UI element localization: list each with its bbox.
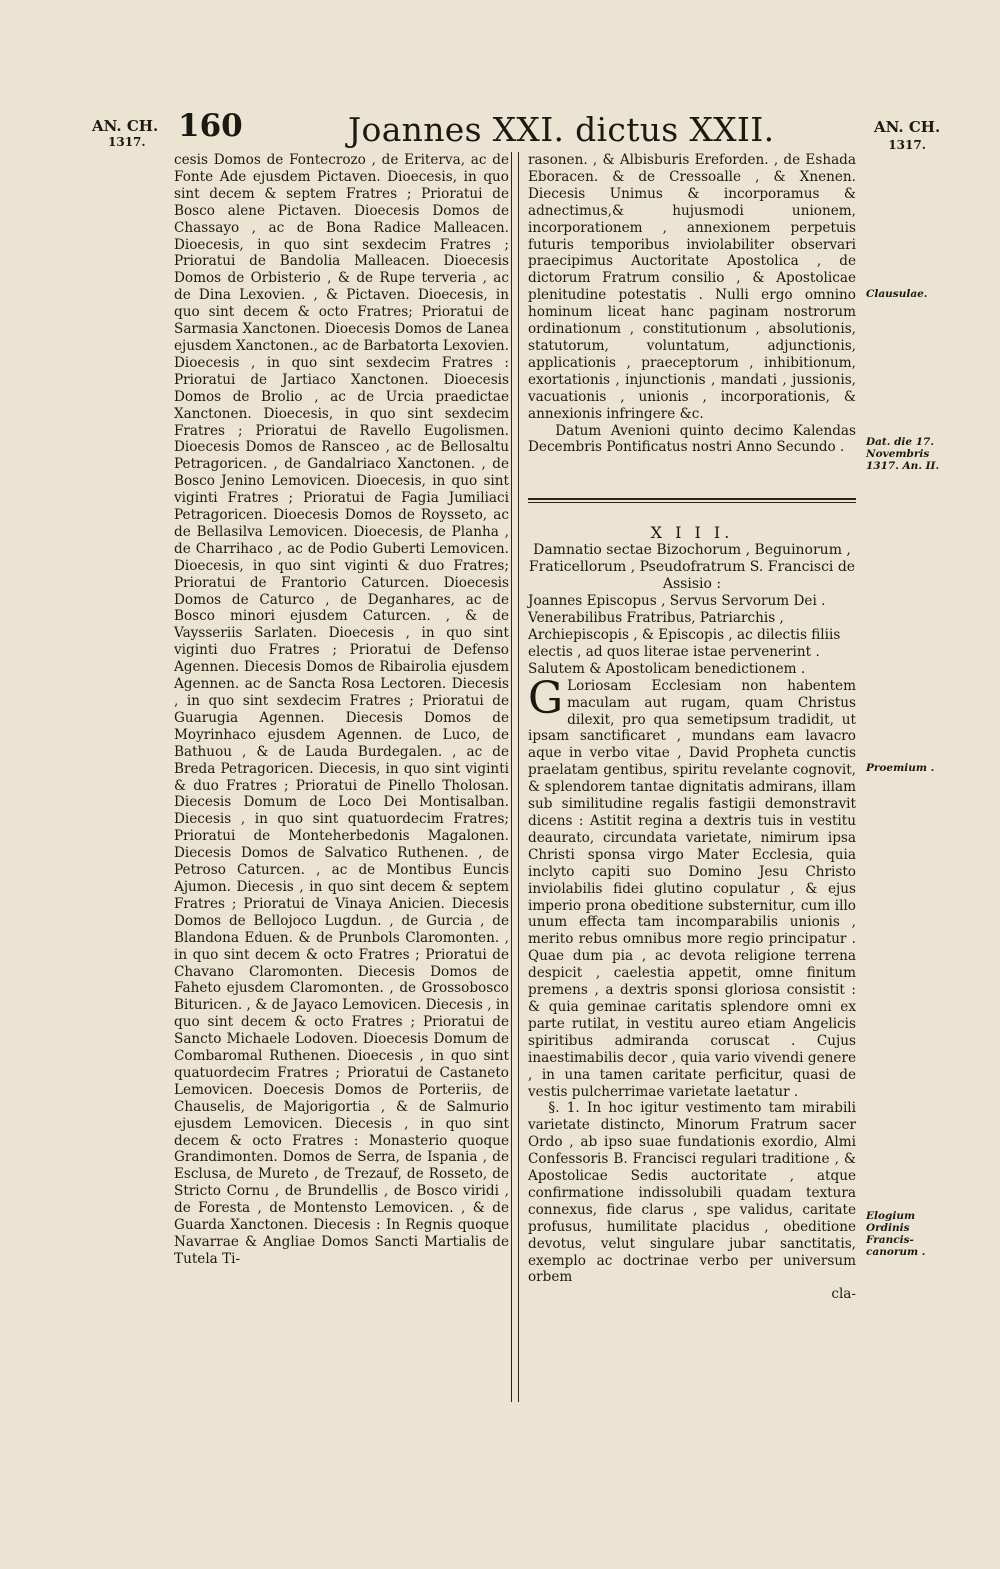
page-number: 160 <box>178 108 243 144</box>
catchword: cla- <box>831 1286 856 1303</box>
bull-closing-text: rasonen. , & Albisburis Ereforden. , de Eshada Eboracen. & de Cressoalle , & Xnenen. Diecesis Unimus & incorporamus & adnectimus,& hujusmodi unionem, incorporationem , annexionem perpetuis futuris temporibus inviolabiliter observari praecipimus Auctoritate Apostolica , de dictorum Fratrum consilio , & Apostolicae plenitudine potestatis . Nulli ergo omnino hominum liceat hanc paginam nostrorum ordinationum , constitutionum , absolutionis, statutorum, voluntatum, adjunctionis, applicationis , praeceptorum , inhibitionum, exortationis , injunctionis , mandati , jussionis, vacuationis , unionis , incorporationis, & annexionis infringere &c. <box>528 152 856 422</box>
margin-note-elogium: Elogium Ordinis Francis-canorum . <box>866 1210 926 1258</box>
header-year-right-value: 1317. <box>888 138 926 152</box>
left-column <box>174 152 509 1268</box>
header-an-left: AN. CH. <box>92 117 159 135</box>
header-year-left-value: 1317. <box>108 135 146 149</box>
running-title: Joannes XXI. dictus XXII. <box>348 110 775 149</box>
margin-note-datum: Dat. die 17. Novembris 1317. An. II. <box>866 436 940 472</box>
column-divider <box>511 152 519 1402</box>
margin-note-clausula: Clausulae. <box>866 288 928 300</box>
proemium-paragraph <box>528 672 856 1101</box>
salutation: Joannes Episcopus , Servus Servorum Dei . Venerabilibus Fratribus, Patriarchis , Archiepiscopis , & Episcopis , ac dilectis filiis electis , ad quos literae istae pervenerint . Salutem & Apostolicam benedictionem . <box>528 593 841 677</box>
section-one-paragraph: §. 1. In hoc igitur vestimento tam mirabili varietate distincto, Minorum Fratrum sacer Ordo , ab ipso suae fundationis exordio, Almi Confessoris B. Francisci regulari traditione , & Apostolicae Sedis auctoritate , atque confirmatione indissolubili quadam textura connexus, fide clarus , spe validus, caritate profusus, humilitate placidus , obeditione devotus, velut singulare jubar sanctitatis, exemplo ac doctrinae verbo per universum orbem <box>528 1100 856 1286</box>
left-column-text: cesis Domos de Fontecrozo , de Eriterva, ac de Fonte Ade ejusdem Pictaven. Dioecesis, in quo sint decem & septem Fratres ; Prioratui de Bosco alene Pictaven. Dioecesis Domos de Chassayo , ac de Bona Radice Malleacen. Dioecesis, in quo sint sexdecim Fratres ; Prioratui de Bandolia Malleacen. Dioecesis Domos de Orbisterio , & de Rupe terveria , ac de Dina Lexovien. , & Pictaven. Dioecesis, in quo sint decem & octo Fratres; Prioratui de Sarmasia Xanctonen. Dioecesis Domos de Lanea ejusdem Xanctonen., ac de Barbatorta Lexovien. Dioecesis , in quo sint sexdecim Fratres : Prioratui de Jartiaco Xanctonen. Dioecesis Domos de Brolio , ac de Urcia praedictae Xanctonen. Dioecesis, in quo sint sexdecim Fratres ; Prioratui de Ravello Eugolismen. Dioecesis Domos de Ransceo , ac de Bellosaltu Petragoricen. , de Gandalriaco Xanctonen. , de Bosco Jenino Lemovicen. Dioecesis, in quo sint viginti Fratres ; Prioratui de Fagia Jumiliaci Petragoricen. Dioecesis Domos de Roysseto, ac de Bellasilva Lemovicen. Dioecesis, de Planha , de Charrihaco , ac de Podio Guberti Lemovicen. Dioecesis, in quo sint viginti & duo Fratres; Prioratui de Frantorio Caturcen. Dioecesis Domos de Caturco , de Deganhares, ac de Bosco minori ejusdem Caturcen. , & de Vaysseriis Sarlaten. Dioecesis , in quo sint viginti duo Fratres ; Prioratui de Defenso Agennen. Diecesis Domos de Ribairolia ejusdem Agennen. ac de Sancta Rosa Lectoren. Diecesis , in quo sint sexdecim Fratres ; Prioratui de Guarugia Agennen. Diecesis Domos de Moyrinhaco ejusdem Agennen. de Luco, de Bathuou , & de Lauda Burdegalen. , ac de Breda Petragoricen. Diecesis, in quo sint viginti & duo Fratres ; Prioratui de Pinello Tholosan. Diecesis Domum de Loco Dei Montisalban. Diecesis , in quo sint quatuordecim Fratres; Prioratui de Monteherbedonis Magalonen. Diecesis Domos de Salvatico Ruthenen. , de Petroso Caturcen. , ac de Montibus Euncis Ajumon. Diecesis , in quo sint decem & septem Fratres ; Prioratui de Vinaya Anicien. Diecesis Domos de Bellojoco Lugdun. , de Gurcia , de Blandona Eduen. & de Prunbols Claromonten. , in quo sint decem & octo Fratres ; Prioratui de Chavano Claromonten. Diecesis Domos de Faheto ejusdem Claromonten. , de Grossobosco Bituricen. , & de Jayaco Lemovicen. Diecesis , in quo sint decem & octo Fratres ; Prioratui de Sancto Michaele Lodoven. Dioecesis Domum de Combaromal Ruthenen. Dioecesis , in quo sint quatuordecim Fratres ; Prioratui de Castaneto Lemovicen. Doecesis Domos de Porteriis, de Chauselis, de Majorigortia , & de Salmurio ejusdem Lemovicen. Diecesis , in quo sint decem & octo Fratres : Monasterio quoque Grandimonten. Domos de Serra, de Ispania , de Esclusa, de Mureto , de Trezauf, de Rosseto, de Stricto Cornu , de Brundellis , de Bosco viridi , de Foresta , de Montensto Lemovicen. , & de Guarda Xanctonen. Diecesis : In Regnis quoque Navarrae & Angliae Domos Sancti Martialis de Tutela Ti- <box>174 152 509 1267</box>
header-an-right: AN. CH. <box>874 118 941 136</box>
datum-line: Datum Avenioni quinto decimo Kalendas Decembris Pontificatus nostri Anno Secundo . <box>528 422 856 456</box>
section-title: Damnatio sectae Bizochorum , Beguinorum , Fraticellorum , Pseudofratrum S. Francisci de Assisio : <box>528 542 856 593</box>
proemium-text: Loriosam Ecclesiam non habentem maculam aut rugam, quam Christus dilexit, pro qua semetipsum tradidit, ut ipsam sanctificaret , mundans eam lavacro aque in verbo vitae , David Propheta cunctis praelatam gentibus, spiritu revelante cognovit, & splendorem tantae dignitatis admirans, illam sub similitudine regalis fastigii demonstravit dicens : Astitit regina a dextris tuis in vestitu deaurato, circundata varietate, nimirum ipsa Christi sponsa virgo Mater Ecclesia, quia inclyto capiti suo Domino Jesu Christo inviolabilis fidei glutino copulatur , & ejus imperio prona obeditione substernitur, cum illo unum effecta tam incomparabilis unionis , merito rebus omnibus more regio principatur . Quae dum pia , ac devota religione terrena despicit , caelestia appetit, omne finitum premens , a dextris sponsi gloriosa consistit : & quia geminae caritatis splendore omni ex parte rutilat, in vestitu aureo etiam Angelicis spiritibus admiranda coruscat . Cujus inaestimabilis decor , quia vario vivendi genere , in una tamen caritate perficitur, quasi de vestis pulcherrimae varietate laetatur . <box>528 677 856 1100</box>
header-year-right <box>874 118 940 154</box>
drop-cap: G <box>528 672 564 724</box>
section-rule <box>528 498 856 503</box>
margin-note-proemium: Proemium . <box>866 762 935 774</box>
right-column <box>528 152 856 1303</box>
header-year-left <box>92 118 158 150</box>
section-number: X I I I. <box>650 523 734 543</box>
